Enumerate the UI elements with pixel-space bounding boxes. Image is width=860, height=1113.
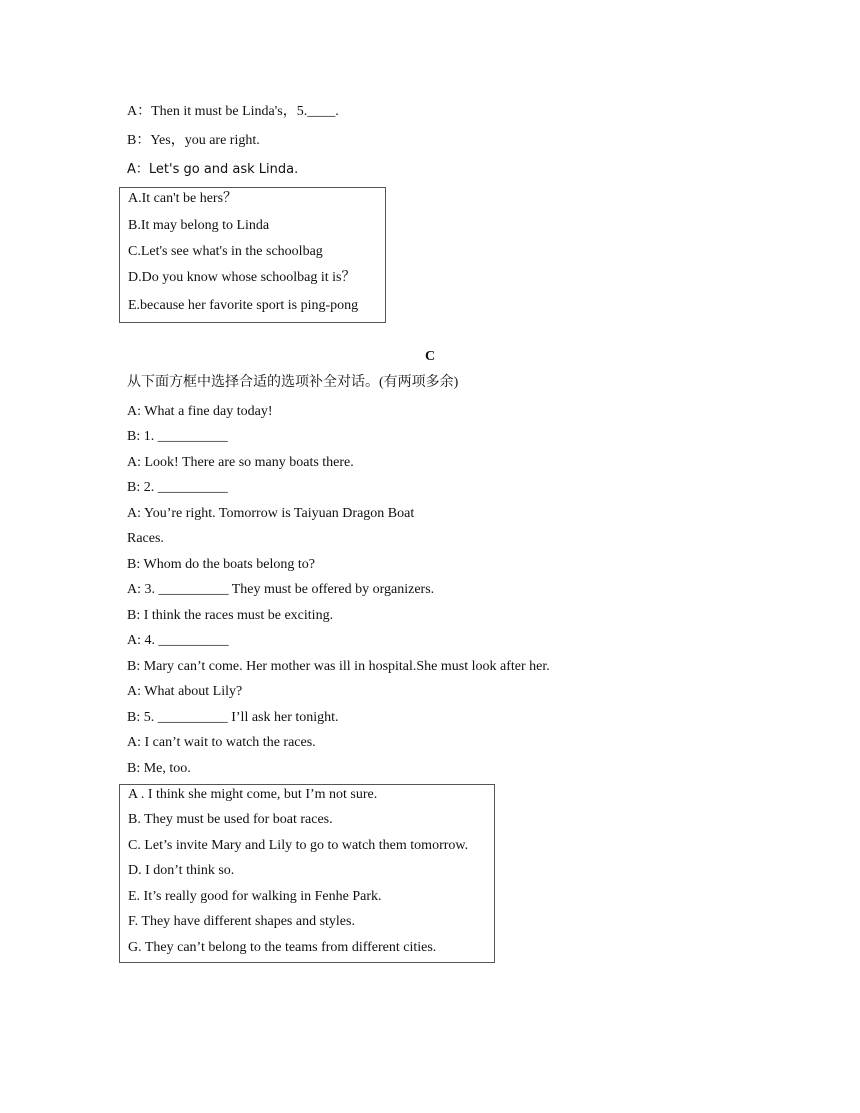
section-heading: C: [424, 349, 436, 364]
dialogue-line: B: I think the races must be exciting.: [127, 608, 334, 623]
option-item: D. I don’t think so.: [128, 863, 235, 878]
dialogue-line: Races.: [127, 531, 164, 546]
options-box-b: [119, 187, 386, 323]
dialogue-line: B: 1. __________: [127, 429, 228, 444]
dialogue-line: B: Whom do the boats belong to?: [127, 557, 315, 572]
dialogue-line: A: 3. __________ They must be offered by organizers.: [127, 582, 435, 597]
dialogue-line: B: 5. __________ I’ll ask her tonight.: [127, 710, 339, 725]
option-item: E. It’s really good for walking in Fenhe Park.: [128, 889, 382, 904]
option-item: B.It may belong to Linda: [128, 218, 270, 233]
dialogue-line: A: I can’t wait to watch the races.: [127, 735, 316, 750]
dialogue-line: A: 4. __________: [127, 633, 229, 648]
option-item: B. They must be used for boat races.: [128, 812, 333, 827]
option-item: G. They can’t belong to the teams from different cities.: [128, 940, 437, 955]
dialogue-line: A：Then it must be Linda's，5.____.: [127, 104, 339, 119]
option-item: C.Let's see what's in the schoolbag: [128, 244, 323, 259]
dialogue-line: B: 2. __________: [127, 480, 228, 495]
dialogue-line: A：Let's go and ask Linda.: [127, 162, 299, 177]
dialogue-line: B: Me, too.: [127, 761, 191, 776]
option-item: F. They have different shapes and styles.: [128, 914, 355, 929]
option-item: E.because her favorite sport is ping-pong: [128, 298, 359, 313]
dialogue-line: A: Look! There are so many boats there.: [127, 455, 354, 470]
dialogue-line: A: What about Lily?: [127, 684, 243, 699]
dialogue-line: A: What a fine day today!: [127, 404, 273, 419]
options-box-c: [119, 784, 495, 963]
option-item: D.Do you know whose schoolbag it is？: [128, 270, 356, 285]
option-item: A . I think she might come, but I’m not sure.: [128, 787, 378, 802]
dialogue-line: B: Mary can’t come. Her mother was ill in hospital.She must look after her.: [127, 659, 550, 674]
dialogue-line: A: You’re right. Tomorrow is Taiyuan Dragon Boat: [127, 506, 415, 521]
option-item: A.It can't be hers？: [128, 191, 238, 206]
option-item: C. Let’s invite Mary and Lily to go to watch them tomorrow.: [128, 838, 469, 853]
section-instruction: 从下面方框中选择合适的选项补全对话。(有两项多余): [127, 375, 459, 390]
dialogue-line: B：Yes，you are right.: [127, 133, 260, 148]
